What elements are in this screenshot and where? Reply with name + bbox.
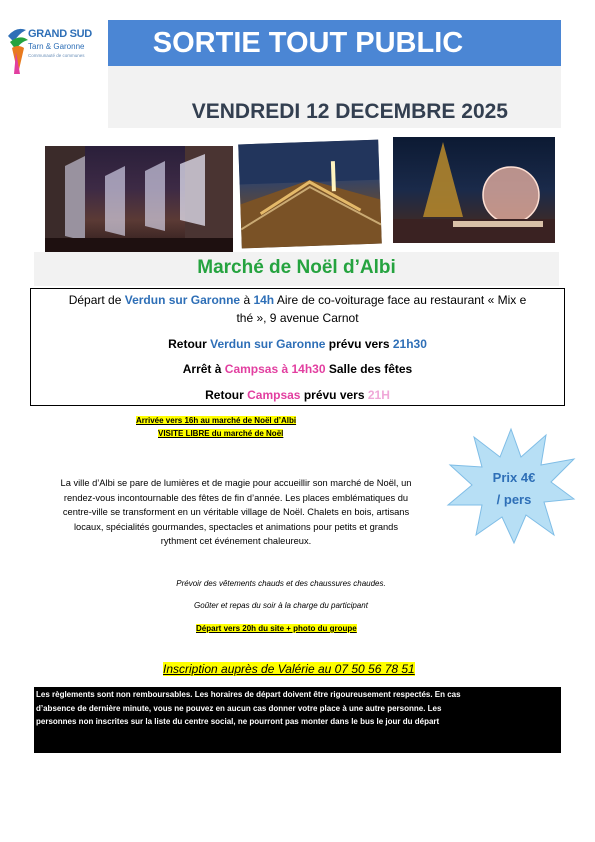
- description-line-4: locaux, spécialités gourmandes, spectacles et animations pour petits et grands: [73, 521, 399, 532]
- depart-a: à: [240, 293, 254, 307]
- photo-street-lights: [45, 146, 233, 252]
- description-line-5: rythment cet événement chaleureux.: [160, 536, 312, 546]
- rules-line-2: d’absence de dernière minute, vous ne pouvez en aucun cas donner votre place à une autre personne. Les: [36, 703, 442, 713]
- retour1-place: Verdun sur Garonne: [210, 337, 326, 351]
- retour1-mid: prévu vers: [325, 337, 393, 351]
- depart-rest-1: Aire de co-voiturage face au restaurant « Mix e: [274, 293, 527, 307]
- description-line-2: rendez-vous incontournable des fêtes de fin d’année. Les places emblématiques du: [63, 492, 409, 503]
- registration-contact: Inscription auprès de Valérie au 07 50 56 78 51: [163, 662, 415, 676]
- arret-place: Campsas à 14h30: [224, 362, 326, 376]
- grand-sud-logo: [6, 22, 92, 84]
- rules-line-1: Les règlements sont non remboursables. Les horaires de départ doivent être rigoureusement respectés. En cas: [36, 690, 461, 699]
- departure-info-box: [30, 288, 565, 406]
- event-date: VENDREDI 12 DECEMBRE 2025: [191, 100, 508, 123]
- depart-place: Verdun sur Garonne: [124, 293, 241, 307]
- stop-campsas-line: [31, 362, 564, 376]
- depart-time: 14h: [253, 293, 275, 307]
- photo-night-avenue: [238, 140, 382, 249]
- rules-box: [34, 687, 561, 753]
- retour2-mid: prévu vers: [300, 388, 368, 402]
- arrival-line-2: VISITE LIBRE du marché de Noël: [158, 429, 284, 438]
- retour2-label: Retour: [205, 388, 248, 402]
- retour2-place: Campsas: [247, 388, 301, 402]
- logo-line-1: GRAND SUD: [28, 28, 92, 40]
- logo-emblem-icon: [6, 26, 30, 76]
- departure-back-note: Départ vers 20h du site + photo du groupe: [196, 624, 357, 633]
- page-title: SORTIE TOUT PUBLIC: [152, 27, 464, 59]
- departure-line: [31, 293, 564, 307]
- retour1-time: 21h30: [392, 337, 427, 351]
- rules-line-3: personnes non inscrites sur la liste du centre social, ne pourront pas monter dans le bus le jour du départ: [36, 717, 440, 726]
- arret-rest: Salle des fêtes: [325, 362, 413, 376]
- arret-label: Arrêt à: [182, 362, 225, 376]
- description-line-1: La ville d’Albi se pare de lumières et de magie pour accueillir son marché de Noël, un: [60, 478, 412, 488]
- arrival-line-1: Arrivée vers 16h au marché de Noël d’Albi: [136, 416, 297, 425]
- event-description: [36, 476, 436, 549]
- return-campsas-line: [31, 388, 564, 402]
- logo-line-2: Tarn & Garonne: [28, 42, 85, 51]
- logo-line-3: Communauté de communes: [28, 53, 85, 58]
- depart-prefix: Départ de: [68, 293, 125, 307]
- photo-christmas-tree-bubble: [393, 137, 555, 243]
- price-starburst-icon: [446, 427, 576, 545]
- retour2-time: 21H: [367, 388, 390, 402]
- header-banner: [108, 20, 561, 66]
- return-verdun-line: [31, 337, 564, 351]
- price-amount: Prix 4€: [492, 470, 536, 485]
- event-title: Marché de Noël d’Albi: [197, 257, 396, 278]
- clothing-note: Prévoir des vêtements chauds et des chaussures chaudes.: [176, 579, 386, 588]
- meals-note: Goûter et repas du soir à la charge du participant: [194, 601, 368, 610]
- retour1-label: Retour: [168, 337, 211, 351]
- description-line-3: centre-ville se transforment en un véritable village de Noël. Chalets en bois, artisans: [62, 507, 410, 517]
- departure-address-line: thé », 9 avenue Carnot: [236, 311, 359, 325]
- price-unit: / pers: [496, 492, 532, 507]
